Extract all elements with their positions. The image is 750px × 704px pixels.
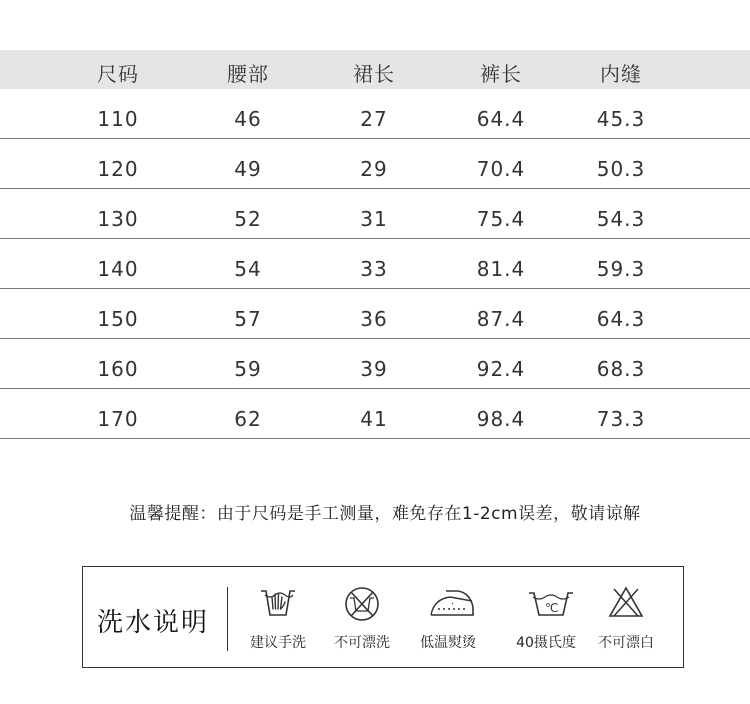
care-item-no-bleach bbox=[581, 585, 671, 655]
no-wash-icon bbox=[342, 585, 382, 623]
care-instructions-box bbox=[82, 566, 684, 668]
cell-skirt-length: 36 bbox=[360, 307, 388, 331]
no-bleach-icon bbox=[606, 585, 646, 619]
header-waist: 腰部 bbox=[227, 62, 269, 86]
measurement-notice: 温馨提醒：由于尺码是手工测量，难免存在1-2cm误差，敬请谅解 bbox=[129, 504, 641, 524]
cell-size: 150 bbox=[97, 307, 139, 331]
cell-waist: 46 bbox=[234, 107, 262, 131]
care-item-hand-wash bbox=[233, 585, 323, 655]
wash-40-degree-icon bbox=[526, 585, 576, 619]
cell-inseam: 68.3 bbox=[596, 357, 646, 381]
cell-waist: 62 bbox=[234, 407, 262, 431]
cell-skirt-length: 41 bbox=[360, 407, 388, 431]
cell-size: 130 bbox=[97, 207, 139, 231]
hand-wash-icon bbox=[258, 585, 298, 619]
cell-inseam: 73.3 bbox=[596, 407, 646, 431]
cell-pants-length: 87.4 bbox=[476, 307, 526, 331]
cell-inseam: 45.3 bbox=[596, 107, 646, 131]
table-row bbox=[0, 89, 750, 139]
header-pants-length: 裤长 bbox=[480, 62, 522, 86]
cell-inseam: 50.3 bbox=[596, 157, 646, 181]
cell-waist: 52 bbox=[234, 207, 262, 231]
care-label: 40摄氏度 bbox=[516, 635, 576, 651]
cell-waist: 57 bbox=[234, 307, 262, 331]
table-row bbox=[0, 389, 750, 439]
iron-dot: · bbox=[451, 599, 455, 610]
size-table bbox=[0, 50, 750, 439]
table-header-row bbox=[0, 50, 750, 89]
care-label: 低温熨烫 bbox=[420, 635, 476, 651]
care-label: 建议手洗 bbox=[250, 635, 306, 651]
cell-waist: 54 bbox=[234, 257, 262, 281]
cell-pants-length: 98.4 bbox=[476, 407, 526, 431]
cell-skirt-length: 27 bbox=[360, 107, 388, 131]
header-size: 尺码 bbox=[97, 62, 139, 86]
cell-waist: 59 bbox=[234, 357, 262, 381]
table-row bbox=[0, 189, 750, 239]
header-inseam: 内缝 bbox=[600, 62, 642, 86]
care-divider bbox=[227, 587, 228, 651]
cell-skirt-length: 33 bbox=[360, 257, 388, 281]
cell-size: 120 bbox=[97, 157, 139, 181]
cell-size: 170 bbox=[97, 407, 139, 431]
table-row bbox=[0, 289, 750, 339]
care-label: 不可漂洗 bbox=[334, 635, 390, 651]
care-item-low-temp-iron bbox=[403, 585, 493, 655]
cell-inseam: 64.3 bbox=[596, 307, 646, 331]
care-title: 洗水说明 bbox=[97, 608, 210, 638]
header-skirt-length: 裙长 bbox=[353, 62, 395, 86]
table-row bbox=[0, 239, 750, 289]
cell-inseam: 54.3 bbox=[596, 207, 646, 231]
cell-waist: 49 bbox=[234, 157, 262, 181]
cell-pants-length: 75.4 bbox=[476, 207, 526, 231]
cell-inseam: 59.3 bbox=[596, 257, 646, 281]
care-label: 不可漂白 bbox=[598, 635, 654, 651]
cell-skirt-length: 31 bbox=[360, 207, 388, 231]
cell-size: 110 bbox=[97, 107, 139, 131]
cell-pants-length: 81.4 bbox=[476, 257, 526, 281]
care-item-no-wash bbox=[317, 585, 407, 655]
cell-pants-length: 92.4 bbox=[476, 357, 526, 381]
cell-size: 160 bbox=[97, 357, 139, 381]
care-item-wash-40 bbox=[501, 585, 591, 655]
table-row bbox=[0, 339, 750, 389]
degree-label: ℃ bbox=[545, 601, 559, 615]
cell-pants-length: 70.4 bbox=[476, 157, 526, 181]
cell-pants-length: 64.4 bbox=[476, 107, 526, 131]
cell-size: 140 bbox=[97, 257, 139, 281]
low-temp-iron-icon bbox=[428, 585, 476, 619]
cell-skirt-length: 29 bbox=[360, 157, 388, 181]
table-row bbox=[0, 139, 750, 189]
cell-skirt-length: 39 bbox=[360, 357, 388, 381]
